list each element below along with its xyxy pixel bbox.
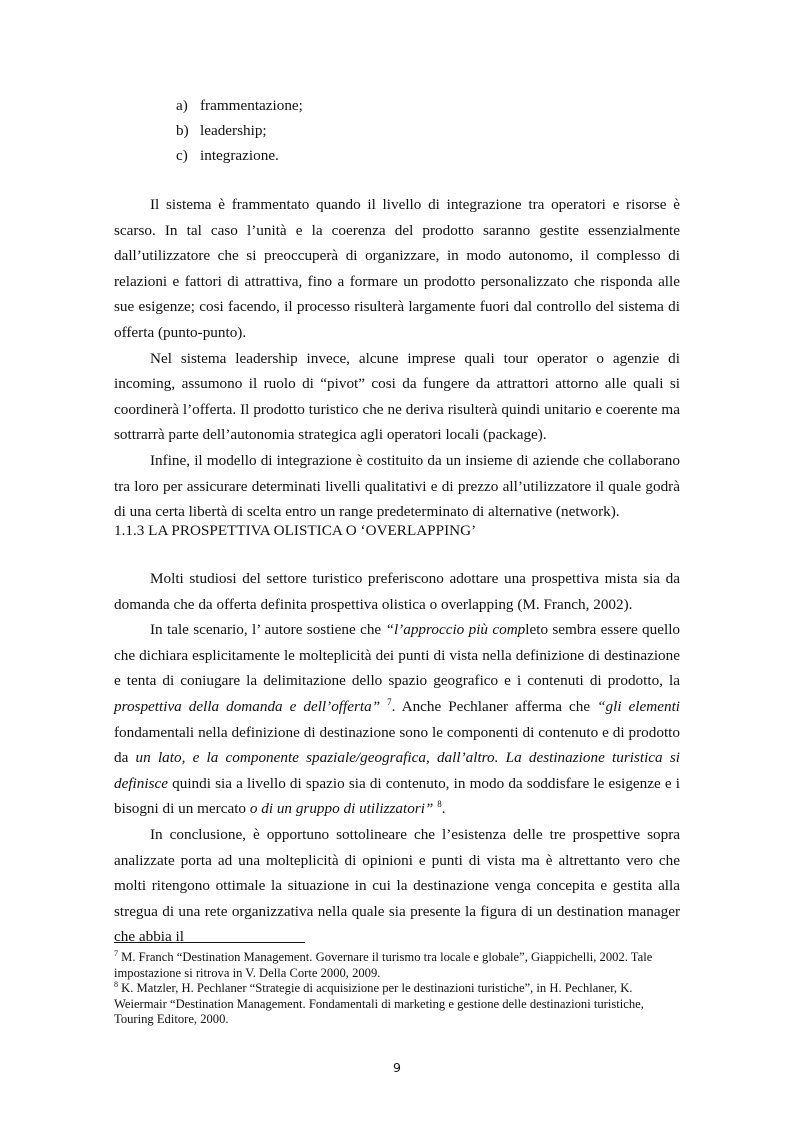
list-item-label: a) xyxy=(176,97,188,114)
footnotes xyxy=(114,950,686,1028)
paragraph: In conclusione, è opportuno sottolineare che l’esistenza delle tre prospettive sopra analizzate porta ad una molteplicità di opinioni e punti di vista ma è altrettanto vero che molti ritengono ottimale la situazione in cui la destinazione venga concepita e gestita alla stregua di una rete organizzativa nella quale sia presente la figura di un destination manager che abbia il xyxy=(114,825,680,946)
paragraph: Infine, il modello di integrazione è costituito da un insieme di aziende che collaborano tra loro per assicurare determinati livelli qualitativi e di prezzo all’utilizzatore il quale godrà di una certa libertà di scelta entro un range predeterminato di alternative (network). xyxy=(114,451,680,521)
list-item-text: leadership; xyxy=(200,122,267,139)
text-run: . xyxy=(441,800,446,818)
footnote-text: M. Franch “Destination Management. Governare il turismo tra locale e globale”, Giappichelli, 2002. Tale impostazione si ritrova in V. Della Corte 2000, 2009. xyxy=(114,950,653,980)
footnote-ref[interactable]: 7 xyxy=(387,696,392,707)
footnote-ref[interactable]: 8 xyxy=(437,799,442,810)
paragraph: Nel sistema leadership invece, alcune imprese quali tour operator o agenzie di incoming, assumono il ruolo di “pivot” cosi da fungere da attrattori attorno alle quali si coordinerà l’offerta. Il prodotto turistico che ne deriva risulterà quindi unitario e coerente ma sottrarrà parte dell’autonomia strategica agli operatori locali (package). xyxy=(114,349,680,444)
footnote-number: 8 xyxy=(114,979,118,989)
quote-run: “gli elementi xyxy=(597,697,681,715)
quote-run: “l’approccio più comp xyxy=(385,621,526,639)
section-heading: 1.1.3 LA PROSPETTIVA OLISTICA O ‘OVERLAPPING’ xyxy=(114,522,477,539)
text-run: . Anche Pechlaner afferma che xyxy=(391,697,598,715)
list-item-text: frammentazione; xyxy=(200,97,303,114)
list-item xyxy=(176,118,303,143)
text-run: In tale scenario, l’ autore sostiene che xyxy=(150,621,386,639)
footnote xyxy=(114,950,686,981)
enumerated-list xyxy=(176,93,303,168)
quote-run: prospettiva della domanda e dell’offerta” xyxy=(114,697,381,715)
list-item-label: c) xyxy=(176,147,188,164)
section-body-systems xyxy=(114,192,680,525)
footnote-number: 7 xyxy=(114,948,118,958)
footnote-divider xyxy=(114,942,305,943)
list-item-text: integrazione. xyxy=(200,147,279,164)
paragraph: Molti studiosi del settore turistico preferiscono adottare una prospettiva mista sia da domanda che da offerta definita prospettiva olistica o overlapping (M. Franch, 2002). xyxy=(114,570,680,613)
footnote-text: K. Matzler, H. Pechlaner “Strategie di acquisizione per le destinazioni turistiche”, in H. Pechlaner, K. Weiermair “Destination Management. Fondamentali di marketing e gestione delle destinazioni turistiche, Touring Editore, 2000. xyxy=(114,981,644,1026)
list-item-label: b) xyxy=(176,122,189,139)
text-run: quindi sia a livello di spazio sia di contenuto, in modo da soddisfare le esigenze e i bisogni di un mercato xyxy=(114,774,680,818)
text-run: leto sembra essere quello che dichiara esplicitamente le molteplicità dei punti di vista nella definizione di destinazione e tenta di coniugare la delimitazione dello spazio geografico e i contenuti di prodotto, la xyxy=(114,621,681,690)
footnote xyxy=(114,981,686,1028)
quote-run: un lato, e la componente spaziale/geografica, dall’altro. La destinazione turistica si definisce xyxy=(114,749,680,792)
paragraph: Il sistema è frammentato quando il livello di integrazione tra operatori e risorse è scarso. In tal caso l’unità e la coerenza del prodotto saranno gestite essenzialmente dall’utilizzatore che si preoccuperà di organizzare, in modo autonomo, il complesso di relazioni e fattori di attrattiva, fino a formare un prodotto personalizzato che risponda alle sue esigenze; cosi facendo, il processo risulterà largamente fuori dal controllo del sistema di offerta (punto-punto). xyxy=(114,196,680,341)
list-item xyxy=(176,93,303,118)
paragraph xyxy=(114,617,680,822)
section-body-holistic xyxy=(114,566,680,950)
page-number: 9 xyxy=(393,1060,401,1075)
list-item xyxy=(176,143,303,168)
text-run: fondamentali nella definizione di destinazione sono le componenti di contenuto e di prodotto da xyxy=(114,723,680,767)
quote-run: o di un gruppo di utilizzatori” xyxy=(249,800,434,818)
